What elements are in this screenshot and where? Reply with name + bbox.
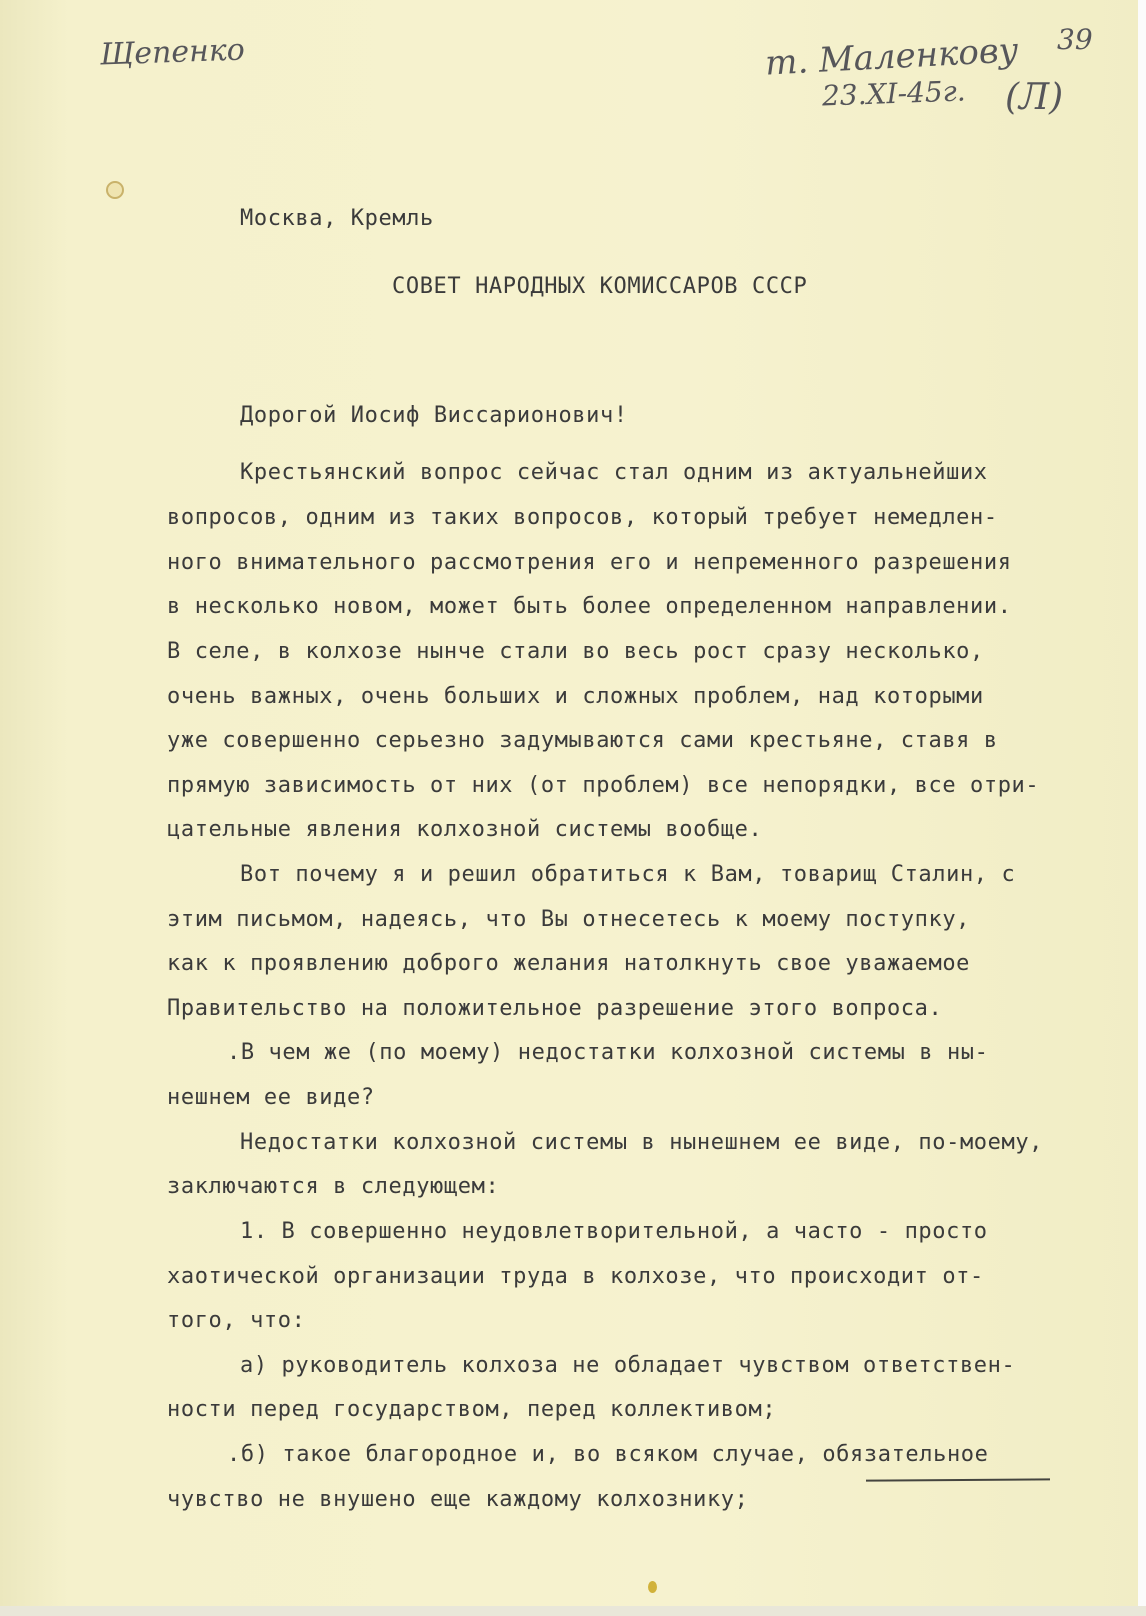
text-line: .В чем же (по моему) недостатки колхозной системы в ны-	[227, 1040, 989, 1065]
handwritten-sheet-mark: (Л)	[1005, 77, 1064, 118]
recipient-title: СОВЕТ НАРОДНЫХ КОМИССАРОВ СССР	[392, 274, 808, 299]
text-line: прямую зависимость от них (от проблем) все непорядки, все отри-	[167, 773, 1040, 798]
handwritten-name: Щепенко	[99, 32, 246, 73]
punch-hole	[106, 181, 124, 199]
text-line: того, что:	[167, 1308, 306, 1333]
handwritten-addressee: т. Маленкову	[764, 30, 1020, 84]
text-line: Вот почему я и решил обратиться к Вам, товарищ Сталин, с	[240, 862, 1016, 887]
handwritten-date: 23.XI-45г.	[821, 74, 967, 113]
text-line: хаотической организации труда в колхозе, что происходит от-	[167, 1264, 984, 1289]
scan-border-right	[1138, 0, 1146, 1616]
text-line: ного внимательного рассмотрения его и непременного разрешения	[167, 550, 1012, 575]
handwritten-page-number: 39	[1057, 23, 1093, 56]
text-line: в несколько новом, может быть более определенном направлении.	[167, 594, 1012, 619]
handwritten-underline	[866, 1478, 1050, 1481]
text-line: чувство не внушено еще каждому колхознику;	[167, 1487, 749, 1512]
text-line: .б) такое благородное и, во всяком случае, обязательное	[227, 1442, 989, 1467]
text-line: Правительство на положительное разрешение этого вопроса.	[167, 996, 943, 1021]
address-line: Москва, Кремль	[240, 206, 434, 231]
text-line: уже совершенно серьезно задумываются сами крестьяне, ставя в	[167, 728, 998, 753]
text-line: заключаются в следующем:	[167, 1174, 500, 1199]
text-line: ности перед государством, перед коллективом;	[167, 1397, 777, 1422]
text-line: а) руководитель колхоза не обладает чувством ответствен-	[240, 1353, 1016, 1378]
text-line: этим письмом, надеясь, что Вы отнесетесь к моему поступку,	[167, 907, 971, 932]
text-line: Недостатки колхозной системы в нынешнем ее виде, по-моему,	[240, 1130, 1044, 1155]
text-line: цательные явления колхозной системы вообще.	[167, 817, 763, 842]
text-line: вопросов, одним из таких вопросов, который требует немедлен-	[167, 505, 998, 530]
text-line: нешнем ее виде?	[167, 1085, 375, 1110]
text-line: Крестьянский вопрос сейчас стал одним из актуальнейших	[240, 460, 988, 485]
scan-border-bottom	[0, 1606, 1146, 1616]
text-line: В селе, в колхозе нынче стали во весь рост сразу несколько,	[167, 639, 984, 664]
text-line: как к проявлению доброго желания натолкнуть свое уважаемое	[167, 951, 971, 976]
salutation: Дорогой Иосиф Виссарионович!	[240, 403, 628, 428]
text-line: 1. В совершенно неудовлетворительной, а часто - просто	[240, 1219, 988, 1244]
ink-stain	[648, 1581, 657, 1593]
text-line: очень важных, очень больших и сложных проблем, над которыми	[167, 684, 984, 709]
